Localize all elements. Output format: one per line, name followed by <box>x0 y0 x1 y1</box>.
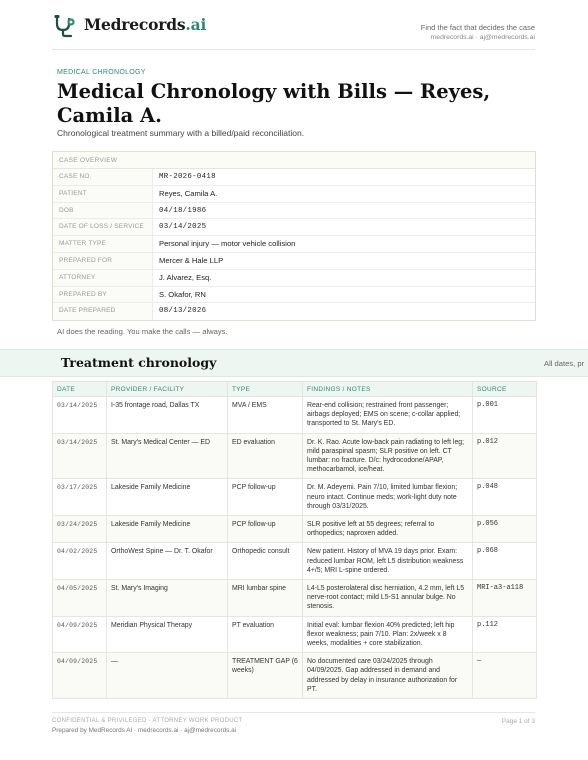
header-tagline: Find the fact that decides the case <box>420 23 535 32</box>
cell-type: PT evaluation <box>228 616 303 653</box>
overview-value: 08/13/2026 <box>153 303 535 320</box>
overview-value: MR-2026-0418 <box>153 169 535 185</box>
page-title: Medical Chronology with Bills — Reyes, Camila A. <box>57 80 491 127</box>
cell-type: Orthopedic consult <box>228 543 303 580</box>
cell-provider: OrthoWest Spine — Dr. T. Okafor <box>107 543 228 580</box>
overview-label: DATE OF LOSS / SERVICE <box>53 219 153 235</box>
overview-value: Personal injury — motor vehicle collision <box>153 236 535 252</box>
case-overview-heading: CASE OVERVIEW <box>53 152 535 169</box>
table-row <box>53 397 537 434</box>
column-header-type[interactable]: TYPE <box>228 382 303 397</box>
footer-prepared-by: Prepared by MedRecords AI · medrecords.ai · aj@medrecords.ai <box>52 727 237 734</box>
overview-label: ATTORNEY <box>53 270 153 286</box>
overview-value: Mercer & Hale LLP <box>153 253 535 269</box>
overview-row-prepared-for <box>53 253 535 270</box>
column-header-date[interactable]: DATE <box>53 382 107 397</box>
cell-type: TREATMENT GAP (6 weeks) <box>228 653 303 699</box>
cell-date: 03/14/2025 <box>53 433 107 479</box>
cell-source-link[interactable]: MRI-a3-a118 <box>473 580 537 617</box>
cell-date: 04/02/2025 <box>53 543 107 580</box>
table-row <box>53 580 537 617</box>
overview-value: J. Alvarez, Esq. <box>153 270 535 286</box>
case-overview-table <box>52 151 536 321</box>
cell-date: 03/24/2025 <box>53 516 107 543</box>
brand-suffix: .ai <box>185 15 207 34</box>
header-contact: medrecords.ai · aj@medrecords.ai <box>430 34 535 41</box>
cell-notes: SLR positive left at 55 degrees; referral to orthopedics; naproxen added. <box>303 516 473 543</box>
table-row <box>53 653 537 699</box>
cell-provider: Meridian Physical Therapy <box>107 616 228 653</box>
cell-source-link[interactable]: p.048 <box>473 479 537 516</box>
table-row <box>53 516 537 543</box>
overview-label: CASE NO. <box>53 169 153 185</box>
cell-notes: Rear-end collision; restrained front passenger; airbags deployed; EMS on scene; c-collar applied; transported to St. Mary's ED. <box>303 397 473 434</box>
table-row <box>53 543 537 580</box>
treatment-chronology-table <box>52 381 537 699</box>
overview-value: 04/18/1986 <box>153 203 535 219</box>
overview-label: DATE PREPARED <box>53 303 153 320</box>
page-footer <box>52 712 535 734</box>
overview-label: MATTER TYPE <box>53 236 153 252</box>
cell-notes: Dr. K. Rao. Acute low-back pain radiating to left leg; mild paraspinal spasm; SLR positive on left. CT lumbar: no fracture. D/c: hydrocodone/APAP, methocarbamol, ice/heat. <box>303 433 473 479</box>
overview-label: PREPARED BY <box>53 287 153 303</box>
cell-provider: Lakeside Family Medicine <box>107 479 228 516</box>
cell-provider: St. Mary's Imaging <box>107 580 228 617</box>
cell-provider: — <box>107 653 228 699</box>
column-header-source[interactable]: SOURCE <box>473 382 537 397</box>
cell-date: 03/14/2025 <box>53 397 107 434</box>
document-eyebrow: MEDICAL CHRONOLOGY <box>57 69 146 76</box>
cell-type: PCP follow-up <box>228 516 303 543</box>
page-subtitle: Chronological treatment summary with a billed/paid reconciliation. <box>57 128 305 138</box>
cell-date: 04/09/2025 <box>53 616 107 653</box>
overview-row-date-of-loss <box>53 219 535 236</box>
overview-row-date-prepared <box>53 303 535 320</box>
table-row <box>53 433 537 479</box>
overview-row-case-no <box>53 169 535 186</box>
cell-notes: L4-L5 posterolateral disc herniation, 4.2 mm, left L5 nerve-root contact; mild L5-S1 annular bulge. No stenosis. <box>303 580 473 617</box>
ai-disclaimer-note: AI does the reading. You make the calls — always. <box>57 327 228 336</box>
cell-notes: New patient. History of MVA 19 days prior. Exam: reduced lumbar ROM, left L5 distribution weakness 4+/5; MRI L-spine ordered. <box>303 543 473 580</box>
table-row <box>53 479 537 516</box>
cell-type: ED evaluation <box>228 433 303 479</box>
cell-notes: No documented care 03/24/2025 through 04/09/2025. Gap addressed in demand and addressed by delay in insurance authorization for PT. <box>303 653 473 699</box>
overview-label: DOB <box>53 203 153 219</box>
overview-row-prepared-by <box>53 287 535 304</box>
cell-source-link: — <box>473 653 537 699</box>
cell-type: MVA / EMS <box>228 397 303 434</box>
cell-source-link[interactable]: p.068 <box>473 543 537 580</box>
brand-name[interactable]: Medrecords.ai <box>84 15 207 34</box>
cell-source-link[interactable]: p.056 <box>473 516 537 543</box>
cell-source-link[interactable]: p.112 <box>473 616 537 653</box>
cell-date: 04/09/2025 <box>53 653 107 699</box>
cell-provider: I-35 frontage road, Dallas TX <box>107 397 228 434</box>
confidential-notice: CONFIDENTIAL & PRIVILEGED · ATTORNEY WORK PRODUCT <box>52 718 243 724</box>
overview-label: PATIENT <box>53 186 153 202</box>
cell-type: PCP follow-up <box>228 479 303 516</box>
overview-value: 03/14/2025 <box>153 219 535 235</box>
cell-source-link[interactable]: p.012 <box>473 433 537 479</box>
overview-row-attorney <box>53 270 535 287</box>
overview-label: PREPARED FOR <box>53 253 153 269</box>
overview-row-patient <box>53 186 535 203</box>
column-header-notes[interactable]: FINDINGS / NOTES <box>303 382 473 397</box>
cell-provider: St. Mary's Medical Center — ED <box>107 433 228 479</box>
cell-date: 03/17/2025 <box>53 479 107 516</box>
cell-notes: Initial eval: lumbar flexion 40% predicted; left hip flexor weakness; pain 7/10. Plan: 2x/week x 8 weeks, modalities + core stabilization. <box>303 616 473 653</box>
page-header <box>52 12 535 50</box>
cell-notes: Dr. M. Adeyemi. Pain 7/10, limited lumbar flexion; neuro intact. Continue meds; work-light duty note through 03/31/2025. <box>303 479 473 516</box>
chronology-note: All dates, pr <box>544 359 585 368</box>
overview-value: S. Okafor, RN <box>153 287 535 303</box>
overview-row-dob <box>53 203 535 220</box>
overview-value: Reyes, Camila A. <box>153 186 535 202</box>
chronology-section-band <box>0 349 588 377</box>
cell-date: 04/05/2025 <box>53 580 107 617</box>
column-header-provider[interactable]: PROVIDER / FACILITY <box>107 382 228 397</box>
stethoscope-logo-icon <box>52 13 77 38</box>
page-number: Page 1 of 3 <box>501 718 535 725</box>
cell-type: MRI lumbar spine <box>228 580 303 617</box>
table-header-row <box>53 382 537 397</box>
cell-provider: Lakeside Family Medicine <box>107 516 228 543</box>
table-row <box>53 616 537 653</box>
chronology-heading: Treatment chronology <box>61 355 217 370</box>
cell-source-link[interactable]: p.001 <box>473 397 537 434</box>
overview-row-matter-type <box>53 236 535 253</box>
